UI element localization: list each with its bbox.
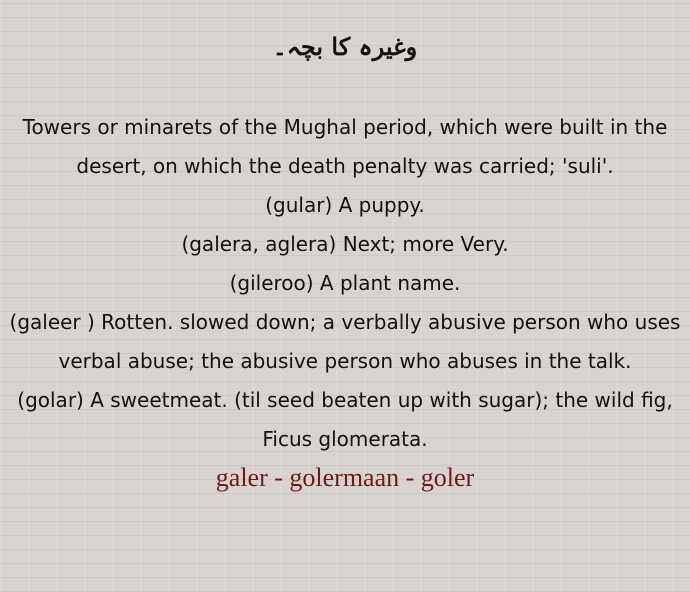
definition-1: Towers or minarets of the Mughal period, which were built in the desert, on which the death penalty was carried; 'suli'. (22, 115, 668, 178)
definitions (0, 108, 690, 459)
word-links[interactable]: galer - golermaan - goler (215, 463, 475, 492)
definition-3: (galera, aglera) Next; more Very. (181, 232, 509, 256)
definition-4: (gileroo) A plant name. (229, 271, 461, 295)
definition-6: (golar) A sweetmeat. (til seed beaten up with sugar); the wild fig, Ficus glomerata. (17, 388, 673, 451)
urdu-title: وغیرہ کا بچہ۔ (272, 32, 418, 61)
definition-5: (galeer ) Rotten. slowed down; a verbally abusive person who uses verbal abuse; the abusive person who abuses in the talk. (9, 310, 681, 373)
definition-2: (gular) A puppy. (265, 193, 425, 217)
